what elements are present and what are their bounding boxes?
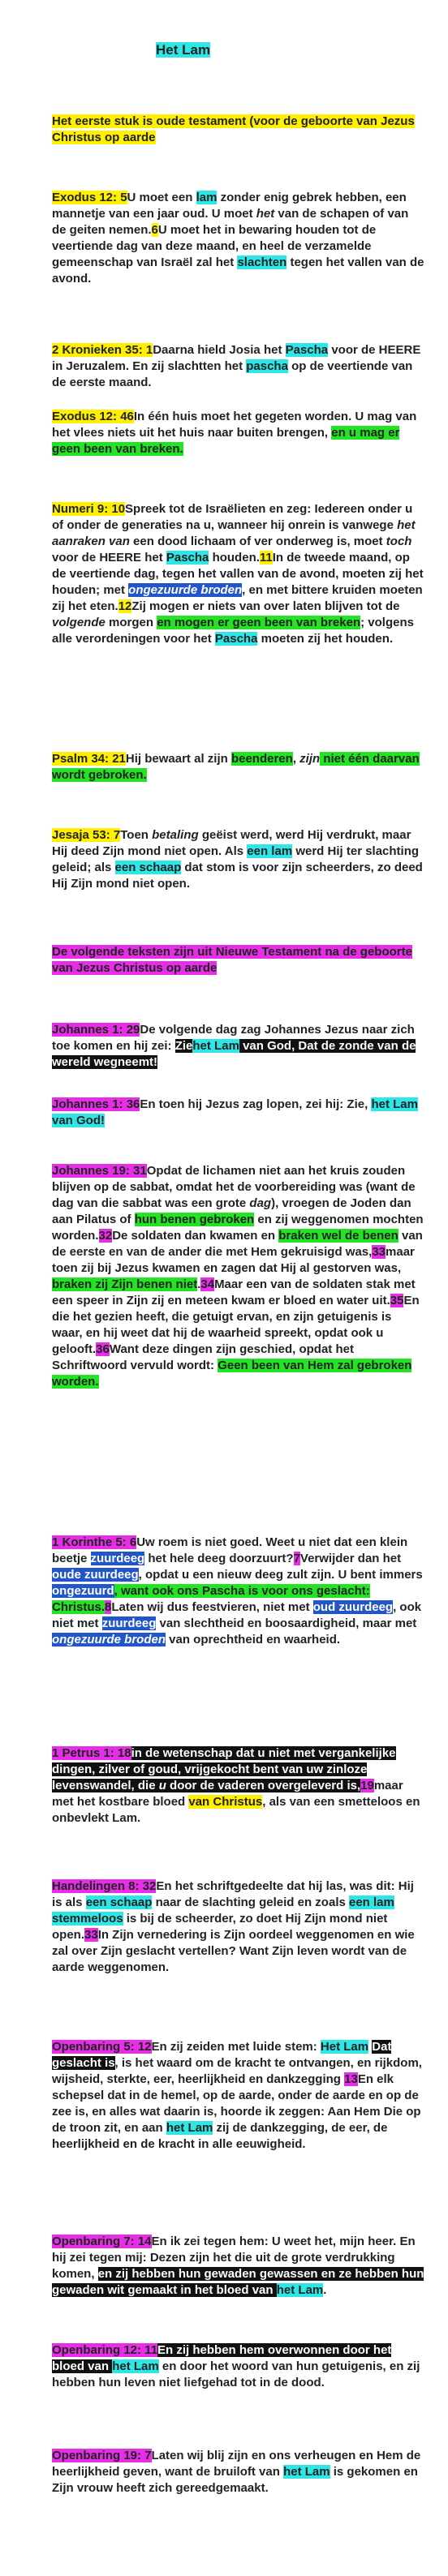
verse-text: is gekomen en Zijn vrouw heeft zich gereedgemaakt. [52, 2465, 418, 2495]
verse-jesaja-53-7 [52, 827, 425, 892]
highlight-een-lam: een lam [247, 844, 293, 858]
verse-text: voor de HEERE het [52, 551, 166, 565]
verse-text: Opdat de lichamen niet aan het kruis zouden blijven op de sabbat, omdat het de voorbereiding was (want de dag van die sabbat was een grote [52, 1164, 416, 1210]
verse-number: 36 [96, 1342, 110, 1356]
verse-exodus-12-5 [52, 190, 425, 287]
verse-text: geëist werd, werd Hij verdrukt, maar Hij deed Zijn mond niet open. Als [52, 828, 411, 858]
verse-text: Uw roem is niet goed. Weet u niet dat een klein beetje [52, 1535, 408, 1565]
verse-reference: Numeri 9: 10 [52, 502, 126, 516]
verse-reference: Exodus 12: 5 [52, 191, 127, 204]
verse-text: voor de HEERE in Jeruzalem. En zij slachtten het [52, 343, 421, 373]
verse-text: De soldaten dan kwamen en [112, 1229, 279, 1243]
highlight-het-lam: het Lam [283, 2465, 330, 2479]
verse-text: , is het waard om de kracht te ontvangen, en rijkdom, wijsheid, sterkte, eer, heerlijkheid en dankzegging [52, 2056, 422, 2086]
highlight-geen-been: en u mag er geen been van breken. [52, 426, 400, 456]
highlight-zie: Zie [174, 1039, 193, 1053]
verse-reference: 2 Kronieken 35: 1 [52, 343, 153, 357]
verse-text: zij de dankzegging, de eer, de heerlijkheid en de kracht in alle eeuwigheid. [52, 2121, 388, 2151]
verse-text: , opdat u een nieuw deeg zult zijn. U bent immers [138, 1568, 423, 1582]
verse-text: Zij mogen er niets van over laten blijven tot de [131, 599, 400, 613]
verse-johannes-19-31 [52, 1163, 425, 1390]
highlight-slachten: slachten [237, 255, 287, 269]
verse-text: en door het woord van hun getuigenis, en zij hebben hun leven niet liefgehad tot in de dood. [52, 2359, 420, 2389]
highlight-beenderen: beenderen [230, 752, 293, 766]
verse-text: In één huis moet het gegeten worden. U mag van het vlees niets uit het huis naar buiten brengen, [52, 410, 417, 440]
verse-italic: het [256, 207, 275, 221]
highlight-het-lam-van-god: het Lam van God! [52, 1097, 418, 1127]
verse-handelingen-8-32 [52, 1878, 425, 1976]
verse-text: van oprechtheid en waarheid. [166, 1633, 341, 1646]
highlight-braken-benen: braken wel de benen [278, 1229, 398, 1243]
verse-number: 34 [200, 1277, 215, 1291]
verse-numeri-9-10 [52, 501, 425, 647]
verse-text: De volgende dag zag Johannes Jezus naar zich toe komen en hij zei: [52, 1023, 415, 1053]
verse-text: En ik zei tegen hem: U weet het, mijn heer. En hij zei tegen mij: Dezen zijn het die uit de grote verdrukking komen, [52, 2235, 416, 2281]
highlight-dat-geslacht-is: Dat geslacht is [52, 2040, 392, 2070]
highlight-benen-gebroken: hun benen gebroken [134, 1213, 255, 1226]
highlight-overwonnen: En zij hebben hem overwonnen door het bloed van [52, 2343, 392, 2373]
verse-text: zonder enig gebrek hebben, een mannetje van een jaar oud. U moet [52, 191, 407, 221]
verse-text: U moet een [127, 191, 196, 204]
highlight-niet-gebroken: niet één daarvan wordt gebroken. [52, 752, 420, 782]
verse-text: maar met het kostbare bloed [52, 1779, 403, 1809]
verse-text: morgen [105, 616, 157, 629]
verse-johannes-1-36 [52, 1097, 425, 1129]
verse-text: En elk schepsel dat in de hemel, op de aarde, onder de aarde en op de zee is, en alles wat daarin is, hoorde ik zeggen: Aan Hem Die op de troon zit, en aan [52, 2072, 421, 2135]
verse-text: een dood lichaam of ver onderweg is, moet [129, 535, 386, 548]
verse-text: van de eerste en van de ander die met Hem gekruisigd was, [52, 1229, 423, 1259]
verse-text: Toen [120, 828, 153, 842]
verse-2-kronieken-35-1 [52, 342, 425, 391]
verse-reference: Johannes 1: 36 [52, 1097, 140, 1111]
verse-text: tegen het vallen van de avond. [52, 255, 424, 286]
verse-text: En die het gezien heeft, die getuigt ervan, en zijn getuigenis is waar, en hij weet dat hij de waarheid spreekt, opdat ook u gelooft. [52, 1294, 420, 1356]
verse-text: ; volgens alle verordeningen voor het [52, 616, 414, 646]
verse-text: Laten wij dus feestvieren, niet met [111, 1600, 313, 1614]
highlight-het-lam: het Lam [166, 2121, 213, 2135]
verse-text: En zij zeiden met luide stem: [151, 2040, 321, 2054]
highlight-stemmeloos: stemmeloos [52, 1912, 123, 1926]
verse-reference: Openbaring 5: 12 [52, 2040, 152, 2054]
highlight-zuurdeeg: zuurdeeg [101, 1616, 157, 1630]
verse-number: 33 [372, 1245, 386, 1259]
verse-reference: Openbaring 12: 11 [52, 2343, 158, 2357]
verse-italic: dag [249, 1196, 272, 1210]
verse-text: In de tweede maand, op de veertiende dag, tegen het vallen van de avond, moeten zij het houden; met [52, 551, 424, 597]
verse-reference: Openbaring 7: 14 [52, 2235, 152, 2248]
highlight-van-christus: van Christus [188, 1795, 263, 1809]
verse-italic: toch [386, 535, 412, 548]
verse-openbaring-19-7 [52, 2448, 425, 2497]
highlight-geen-been: en mogen er geen been van breken [157, 616, 361, 629]
highlight-ons-pascha: , want ook ons Pascha is voor ons geslacht: Christus. [52, 1584, 370, 1614]
highlight-een-schaap: een schaap [114, 861, 182, 874]
verse-text: naar de slachting geleid en zoals [152, 1896, 349, 1909]
verse-number: 7 [293, 1552, 300, 1565]
verse-text: . [197, 1277, 201, 1291]
verse-openbaring-12-11 [52, 2342, 425, 2391]
highlight-oude-zuurdeeg: oude zuurdeeg [52, 1568, 139, 1582]
highlight-italic: u [158, 1779, 166, 1792]
verse-reference: Psalm 34: 21 [52, 752, 126, 766]
highlight-oud-zuurdeeg: oud zuurdeeg [312, 1600, 394, 1614]
highlight-vrijgekocht: in de wetenschap dat u niet met vergankelijke dingen, zilver of goud, vrijgekocht bent van uw zinloze levenswandel, die [52, 1746, 396, 1792]
highlight-pascha: Pascha [214, 632, 258, 646]
verse-number: 6 [151, 223, 158, 237]
highlight-overgeleverd: door de vaderen overgeleverd is, [166, 1779, 361, 1792]
verse-text: , als van een smetteloos en onbevlekt Lam. [52, 1795, 420, 1825]
verse-text: , ook niet met [52, 1600, 422, 1630]
verse-text: werd Hij ter slachting geleid; als [52, 844, 420, 874]
highlight-het-lam: het Lam [192, 1039, 239, 1053]
verse-text: , [292, 752, 300, 766]
verse-text: Verwijder dan het [299, 1552, 402, 1565]
verse-reference: 1 Petrus 1: 18 [52, 1746, 131, 1760]
verse-text: Laten wij blij zijn en ons verheugen en Hem de heerlijkheid geven, want de bruiloft van [52, 2449, 421, 2479]
verse-number: 35 [390, 1294, 404, 1307]
verse-reference: Johannes 1: 29 [52, 1023, 140, 1037]
highlight-ongezuurd: ongezuurd [52, 1584, 114, 1598]
highlight-zuurdeeg: zuurdeeg [90, 1552, 145, 1565]
verse-openbaring-7-14 [52, 2234, 425, 2299]
intro-nt-text: De volgende teksten zijn uit Nieuwe Testament na de geboorte van Jezus Christus op aarde [52, 945, 412, 975]
highlight-benen-niet: braken zij Zijn benen niet [52, 1277, 198, 1291]
highlight-van-god: van God, Dat de zonde van de wereld wegneemt! [52, 1039, 416, 1069]
verse-number: 32 [98, 1229, 113, 1243]
verse-number: 11 [259, 551, 273, 565]
verse-text: is bij de scheerder, zo doet Hij Zijn mond niet open. [52, 1912, 388, 1942]
verse-italic: zijn [299, 752, 321, 766]
verse-reference: Johannes 19: 31 [52, 1164, 147, 1178]
verse-text: het hele deeg doorzuurt? [144, 1552, 294, 1565]
highlight-pascha: pascha [246, 359, 288, 373]
verse-text: ), vroegen de Joden dan aan Pilatus of [52, 1196, 411, 1226]
verse-text: , en met bittere kruiden moeten zij het eten. [52, 583, 423, 613]
verse-italic: volgende [52, 616, 106, 629]
verse-number: 8 [105, 1600, 112, 1614]
highlight-pascha: Pascha [166, 551, 209, 565]
verse-johannes-1-29 [52, 1022, 425, 1071]
verse-text: Want deze dingen zijn geschied, opdat het Schriftwoord vervuld wordt: [52, 1342, 354, 1372]
verse-reference: Openbaring 19: 7 [52, 2449, 152, 2462]
verse-number: 13 [344, 2072, 358, 2086]
highlight-geen-been: Geen been van Hem zal gebroken worden. [52, 1359, 412, 1389]
intro-old-testament [52, 114, 425, 146]
verse-text: En het schriftgedeelte dat hij las, was dit: Hij is als [52, 1879, 414, 1909]
verse-reference: Handelingen 8: 32 [52, 1879, 157, 1893]
verse-text: Spreek tot de Israëlieten en zeg: Iedereen onder u of onder de generaties na u, wanneer hij onrein is vanwege [52, 502, 413, 532]
verse-reference: Exodus 12: 46 [52, 410, 134, 423]
verse-text: van slechtheid en boosaardigheid, maar met [156, 1616, 417, 1630]
verse-reference: 1 Korinthe 5: 6 [52, 1535, 137, 1549]
verse-text: Maar een van de soldaten stak met een speer in Zijn zij en meteen kwam er bloed en water uit. [52, 1277, 416, 1307]
highlight-het-lam: Het Lam [320, 2040, 369, 2054]
verse-italic: betaling [152, 828, 199, 842]
verse-text: dat stom is voor zijn scheerders, zo deed Hij Zijn mond niet open. [52, 861, 423, 891]
verse-text: en zij weggenomen mochten worden. [52, 1213, 424, 1243]
verse-1-korinthe-5-6 [52, 1535, 425, 1648]
highlight-ongezuurde-broden: ongezuurde broden [52, 1633, 166, 1646]
highlight-pascha: Pascha [285, 343, 329, 357]
verse-text: Daarna hield Josia het [153, 343, 286, 357]
verse-psalm-34-21 [52, 751, 425, 784]
verse-text: Hij bewaart al zijn [125, 752, 231, 766]
verse-number: 12 [118, 599, 132, 613]
verse-text: . [323, 2283, 327, 2297]
verse-number: 33 [84, 1928, 98, 1942]
intro-ot-text: Het eerste stuk is oude testament (voor de geboorte van Jezus Christus op aarde [52, 114, 415, 144]
verse-exodus-12-46 [52, 409, 425, 457]
intro-new-testament [52, 944, 425, 977]
highlight-een-schaap: een schaap [85, 1896, 153, 1909]
verse-text: moeten zij het houden. [257, 632, 394, 646]
verse-text: van de schapen of van de geiten nemen. [52, 207, 409, 237]
highlight-ongezuurde-broden: ongezuurde broden [128, 583, 243, 597]
highlight-een-lam: een lam [349, 1896, 394, 1909]
verse-reference: Jesaja 53: 7 [52, 828, 121, 842]
highlight-gewaden-gewassen: en zij hebben hun gewaden gewassen en ze hebben hun gewaden wit gemaakt in het bloed van [52, 2267, 424, 2297]
page-title [156, 42, 210, 58]
highlight-lam: lam [196, 191, 218, 204]
verse-italic: het aanraken van [52, 518, 416, 548]
verse-text: En toen hij Jezus zag lopen, zei hij: Zie, [140, 1097, 372, 1111]
verse-text: op de veertiende van de eerste maand. [52, 359, 413, 389]
verse-number: 19 [360, 1779, 374, 1792]
highlight-het-lam: het Lam [276, 2283, 324, 2297]
verse-text: maar toen zij bij Jezus kwamen en zagen dat Hij al gestorven was, [52, 1245, 415, 1275]
verse-1-petrus-1-18 [52, 1745, 425, 1827]
verse-text: U moet het in bewaring houden tot de veertiende dag van deze maand, en heel de verzamelde gemeenschap van Israël zal het [52, 223, 377, 269]
verse-openbaring-5-12 [52, 2039, 425, 2153]
highlight-het-lam: het Lam [112, 2359, 159, 2373]
verse-text: In Zijn vernedering is Zijn oordeel weggenomen en wie zal over Zijn geslacht vertellen? Want Zijn leven wordt van de aarde weggenomen. [52, 1928, 415, 1974]
title-text: Het Lam [156, 42, 211, 58]
verse-text: houden. [209, 551, 260, 565]
